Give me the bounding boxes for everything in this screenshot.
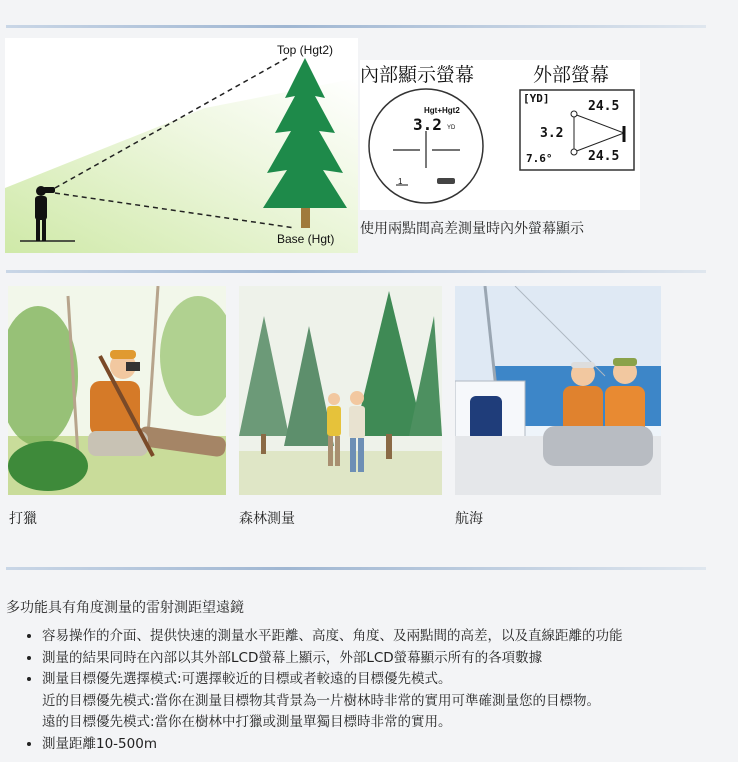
outer-screen-unit: [YD]: [523, 92, 550, 105]
photo-caption-sailing: 航海: [455, 511, 483, 527]
feature-list: [22, 626, 738, 755]
section-divider-middle: [6, 270, 706, 273]
inner-display-screen: [365, 86, 490, 206]
hunting-photo: [8, 286, 226, 495]
product-heading: 多功能具有角度測量的雷射測距望遠鏡: [6, 600, 244, 616]
outer-screen-top-distance: 24.5: [588, 99, 620, 114]
inner-screen-unit: YD: [447, 125, 456, 131]
feature-item: • 測量距離10-500m: [42, 734, 738, 756]
screens-caption: 使用兩點間高差測量時內外螢幕顯示: [360, 221, 584, 237]
base-height-label: Base (Hgt): [277, 232, 335, 246]
photo-caption-hunting: 打獵: [9, 511, 37, 527]
feature-sub-near: 近的目標優先模式:當你在測量目標物其背景為一片樹林時非常的實用可準確測量您的目標物。: [42, 692, 601, 709]
outer-screen-angle: 7.6°: [526, 152, 553, 165]
feature-item: • 測量目標優先選擇模式:可選擇較近的目標或者較遠的目標優先模式。 近的目標優先模式:當你在測量目標物其背景為一片樹林時非常的實用可準確測量您的目標物。 遠的目標優先模式:當你在樹林中打獵或測量單獨目標時非常的實用。: [42, 669, 738, 734]
sailing-photo: [455, 286, 661, 495]
outer-screen-bottom-distance: 24.5: [588, 149, 620, 164]
feature-sub-far: 遠的目標優先模式:當你在樹林中打獵或測量單獨目標時非常的實用。: [42, 714, 452, 730]
diagram-illustration: [5, 38, 358, 253]
feature-item: • 測量的結果同時在內部以其外部LCD螢幕上顯示，外部LCD螢幕顯示所有的各項數據: [42, 648, 738, 670]
section-divider-top: [6, 25, 706, 28]
svg-text:1: 1: [398, 177, 403, 186]
photo-caption-forest-survey: 森林測量: [239, 511, 295, 527]
section-divider-lower: [6, 567, 706, 570]
top-height-label: Top (Hgt2): [277, 43, 334, 57]
inner-screen-header: Hgt+Hgt2: [424, 106, 460, 115]
forest-survey-photo: [239, 286, 442, 495]
inner-screen-value: 3.2: [413, 115, 442, 134]
outer-display-screen: [518, 88, 636, 172]
inner-screen-title: 內部顯示螢幕: [360, 64, 475, 86]
height-measurement-diagram: [5, 38, 358, 253]
feature-item: • 容易操作的介面、提供快速的測量水平距離、高度、角度、及兩點間的高差，以及直線距離的功能: [42, 626, 738, 648]
outer-screen-height: 3.2: [540, 126, 564, 141]
outer-screen-title: 外部螢幕: [533, 64, 610, 86]
